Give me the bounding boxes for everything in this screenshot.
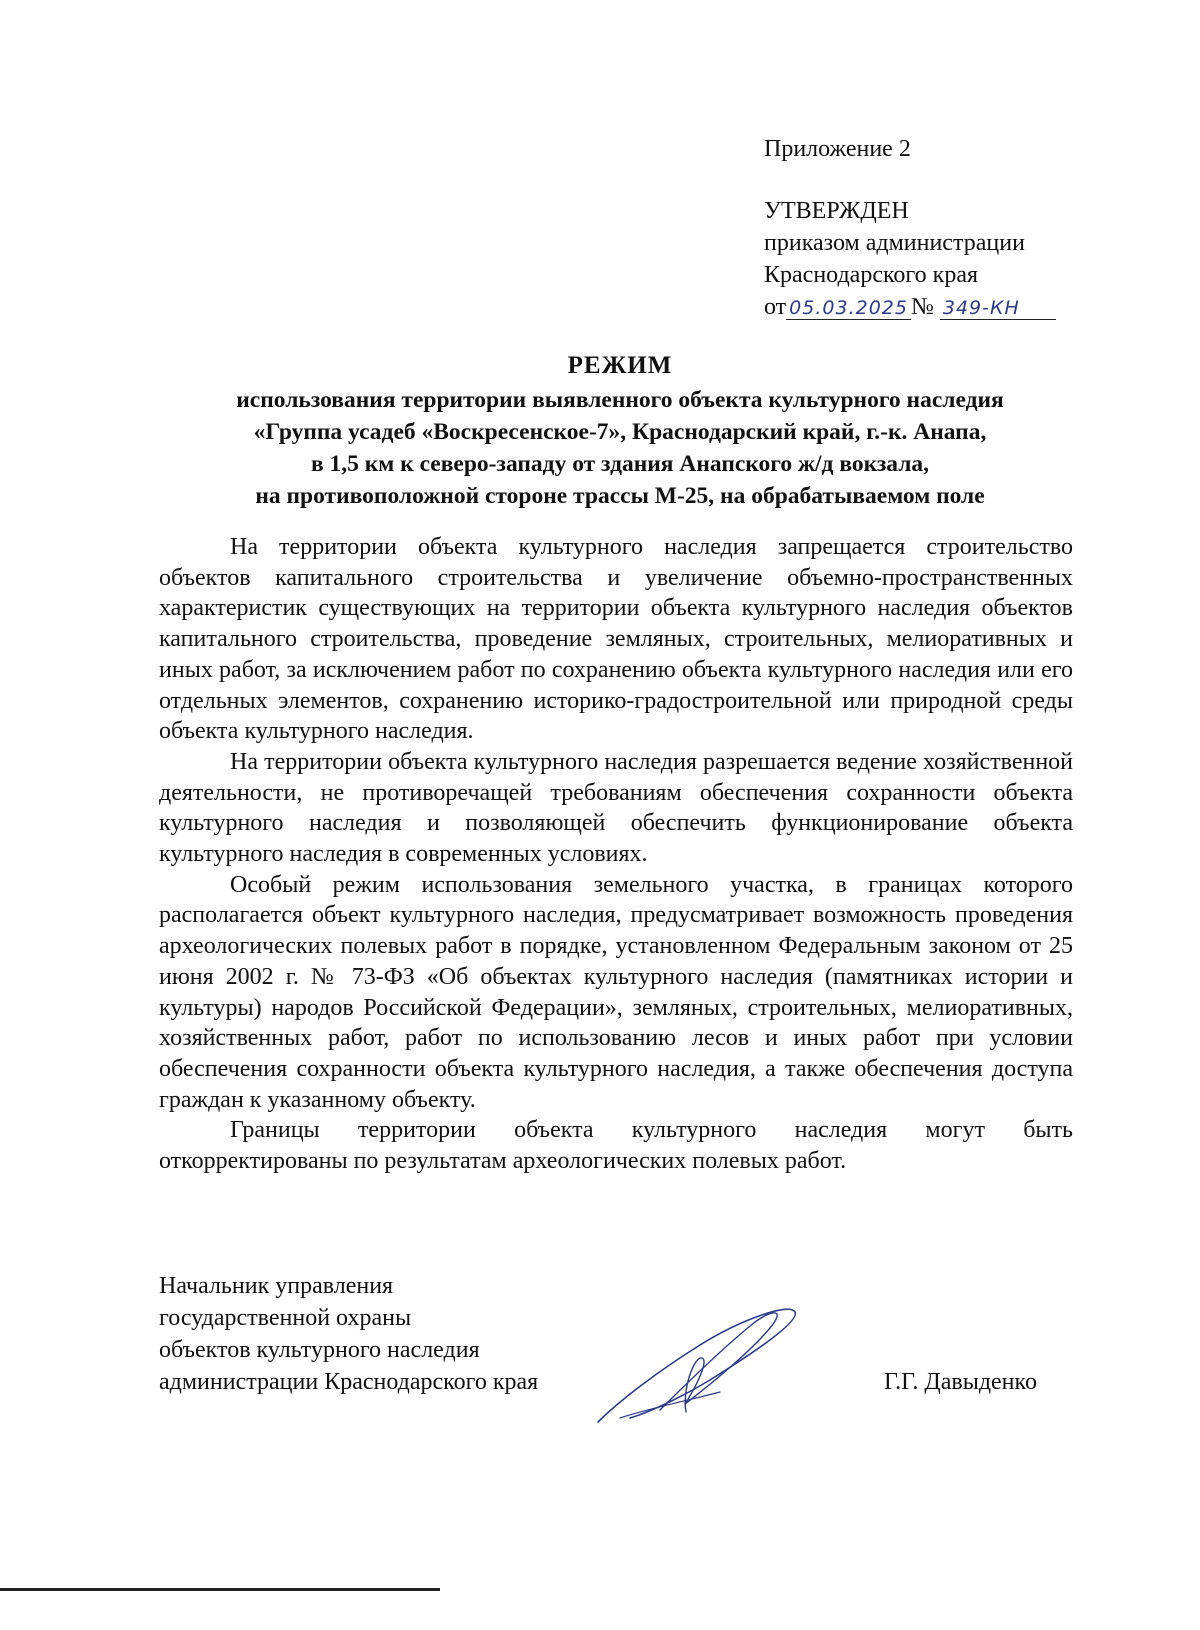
title-line-1: использования территории выявленного объекта культурного наследия xyxy=(236,387,1004,413)
position-line-1: Начальник управления xyxy=(159,1273,394,1299)
title-main: РЕЖИМ xyxy=(567,352,673,379)
handwritten-number: 349-КН xyxy=(940,297,1056,320)
signer-name: Г.Г. Давыденко xyxy=(884,1369,1037,1395)
number-prefix: № xyxy=(910,294,934,320)
position-line-2: государственной охраны xyxy=(159,1305,412,1331)
title-line-4: на противоположной стороне трассы М-25, на обрабатываемом поле xyxy=(255,483,985,509)
order-line-1: приказом администрации xyxy=(764,230,1025,256)
handwritten-date: 05.03.2025 xyxy=(786,297,911,320)
approved-label: УТВЕРЖДЕН xyxy=(764,198,909,224)
title-line-2: «Группа усадеб «Воскресенское-7», Краснодарский край, г.-к. Анапа, xyxy=(253,419,987,445)
document-title xyxy=(130,350,1110,512)
document-body xyxy=(159,532,1073,1177)
paragraph: На территории объекта культурного наследия запрещается строительство объектов капитального строительства и увеличение объемно-пространственных характеристик существующих на территории объекта культурного наследия объектов капитального строительства, проведение земляных, строительных, мелиоративных и иных работ, за исключением работ по сохранению объекта культурного наследия или его отдельных элементов, сохранению историко-градостроительной или природной среды объекта культурного наследия. xyxy=(159,534,1073,745)
date-prefix: от xyxy=(764,294,787,320)
page-edge-rule xyxy=(0,1588,440,1591)
position-line-4: администрации Краснодарского края xyxy=(159,1369,539,1395)
order-date-number xyxy=(764,291,1144,323)
appendix-label: Приложение 2 xyxy=(764,136,911,162)
paragraph: На территории объекта культурного наследия разрешается ведение хозяйственной деятельности, не противоречащей требованиям обеспечения сохранности объекта культурного наследия и позволяющей обеспечить функционирование объекта культурного наследия в современных условиях. xyxy=(159,748,1073,868)
handwritten-signature xyxy=(590,1300,810,1430)
order-line-2: Краснодарского края xyxy=(764,262,979,288)
approval-stamp-block xyxy=(764,133,1144,323)
paragraph: Границы территории объекта культурного наследия могут быть откорректированы по результатам археологических полевых работ. xyxy=(159,1117,1073,1175)
paragraph: Особый режим использования земельного участка, в границах которого располагается объект культурного наследия, предусматривает возможность проведения археологических полевых работ в порядке, установленном Федеральным законом от 25 июня 2002 г. № 73-ФЗ «Об объектах культурного наследия (памятниках истории и культуры) народов Российской Федерации», земляных, строительных, мелиоративных, хозяйственных работ, работ по использованию лесов и иных работ при условии обеспечения сохранности объекта культурного наследия, а также обеспечения доступа граждан к указанному объекту. xyxy=(159,871,1073,1113)
title-line-3: в 1,5 км к северо-западу от здания Анапского ж/д вокзала, xyxy=(310,451,930,477)
signer-position xyxy=(159,1270,538,1398)
position-line-3: объектов культурного наследия xyxy=(159,1337,480,1363)
